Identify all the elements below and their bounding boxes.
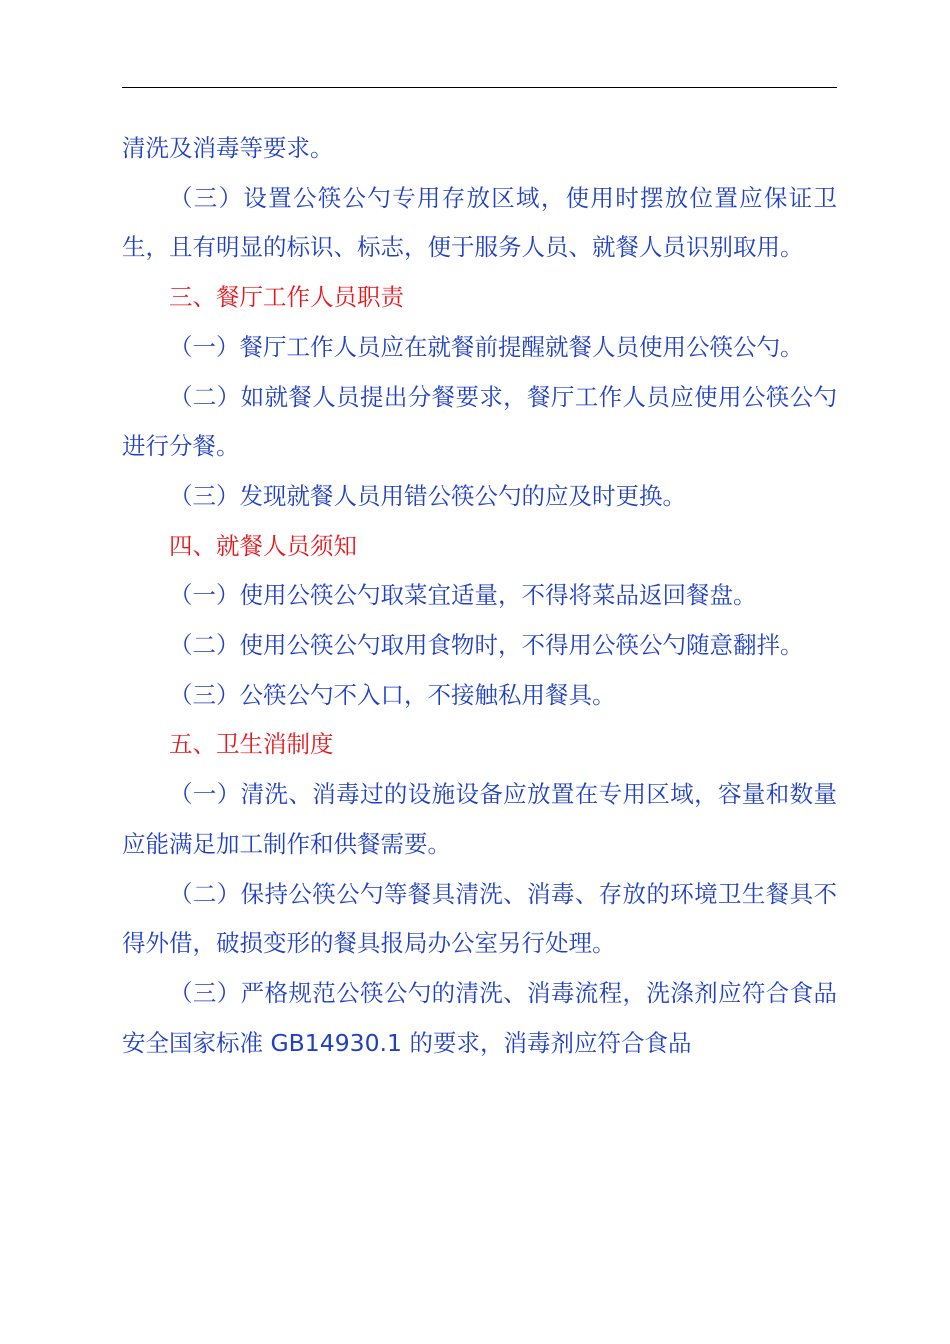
paragraph-environment-hygiene: （二）保持公筷公勺等餐具清洗、消毒、存放的环境卫生餐具不得外借，破损变形的餐具报局办公室另行处理。: [122, 879, 837, 958]
paragraph-no-stirring: （二）使用公筷公勺取用食物时，不得用公筷公勺随意翻拌。: [169, 631, 804, 660]
paragraph-replace-wrong-utensils: （三）发现就餐人员用错公筷公勺的应及时更换。: [169, 481, 686, 510]
section-heading-diner-notice: 四、就餐人员须知: [169, 531, 357, 560]
paragraph-continuation: 清洗及消毒等要求。: [122, 134, 334, 162]
paragraph-storage-area: （三）设置公筷公勺专用存放区域，使用时摆放位置应保证卫生，且有明显的标识、标志，便于服务人员、就餐人员识别取用。: [122, 183, 837, 262]
document-body: [122, 124, 837, 1068]
paragraph-dedicated-area: （一）清洗、消毒过的设施设备应放置在专用区域，容量和数量应能满足加工制作和供餐需要。: [122, 780, 837, 858]
paragraph-not-in-mouth: （三）公筷公勺不入口，不接触私用餐具。: [169, 680, 616, 709]
header-rule: [122, 87, 837, 88]
section-heading-hygiene: 五、卫生消制度: [169, 730, 334, 759]
paragraph-serve-portions: （二）如就餐人员提出分餐要求，餐厅工作人员应使用公筷公勺进行分餐。: [122, 382, 837, 461]
paragraph-remind-diners: （一）餐厅工作人员应在就餐前提醒就餐人员使用公筷公勺。: [169, 332, 804, 361]
paragraph-cleaning-process: （三）严格规范公筷公勺的清洗、消毒流程，洗涤剂应符合食品安全国家标准 GB14930.1 的要求，消毒剂应符合食品: [122, 978, 837, 1057]
paragraph-take-moderately: （一）使用公筷公勺取菜宜适量，不得将菜品返回餐盘。: [169, 581, 757, 610]
section-heading-staff-duties: 三、餐厅工作人员职责: [169, 283, 404, 312]
